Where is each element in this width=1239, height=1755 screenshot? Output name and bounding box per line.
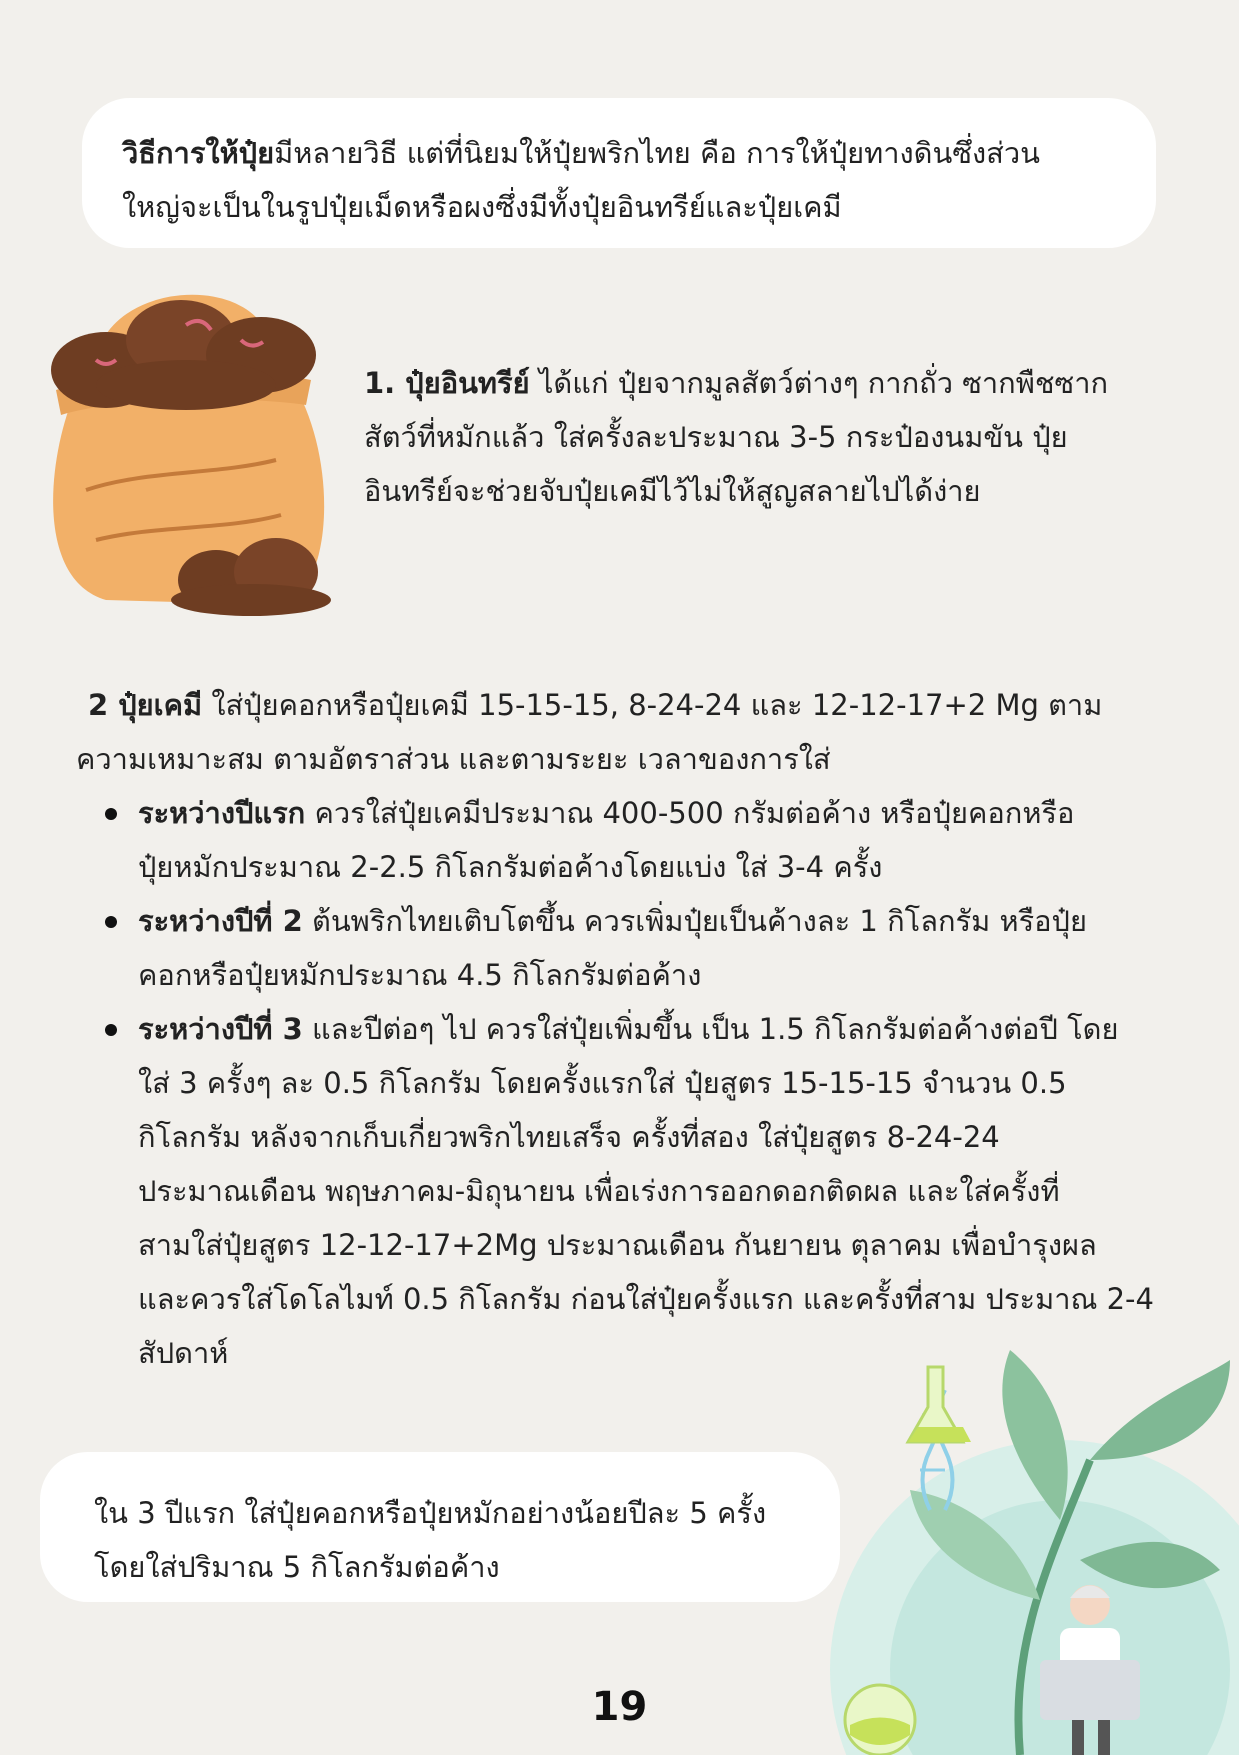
intro-line-1: วิธีการให้ปุ๋ยมีหลายวิธี แต่ที่นิยมให้ปุ๋ยพริกไทย คือ การให้ปุ๋ยทางดินซึ่งส่วน bbox=[122, 136, 1040, 170]
chemical-bullet-list bbox=[76, 786, 1162, 1380]
intro-line-2: ใหญ่จะเป็นในรูปปุ๋ยเม็ดหรือผงซึ่งมีทั้งปุ๋ยอินทรีย์และปุ๋ยเคมี bbox=[122, 190, 842, 224]
chemical-line-2: ความเหมาะสม ตามอัตราส่วน และตามระยะ เวลาของการใส่ bbox=[76, 742, 831, 776]
note-line-1: ใน 3 ปีแรก ใส่ปุ๋ยคอกหรือปุ๋ยหมักอย่างน้อยปีละ 5 ครั้ง bbox=[94, 1496, 767, 1530]
bullet-year-2: ระหว่างปีที่ 2 ต้นพริกไทยเติบโตขึ้น ควรเพิ่มปุ๋ยเป็นค้างละ 1 กิโลกรัม หรือปุ๋ย คอกหรือปุ๋ยหมักประมาณ 4.5 กิโลกรัมต่อค้าง bbox=[138, 894, 1162, 1002]
bullet-year-3: ระหว่างปีที่ 3 และปีต่อๆ ไป ควรใส่ปุ๋ยเพิ่มขึ้น เป็น 1.5 กิโลกรัมต่อค้างต่อปี โดย ใส่ 3 ครั้งๆ ละ 0.5 กิโลกรัม โดยครั้งแรกใส่ ปุ๋ยสูตร 15-15-15 จำนวน 0.5 กิโลกรัม หลังจากเก็บเกี่ยวพริกไทยเสร็จ ครั้งที่สอง ใส่ปุ๋ยสูตร 8-24-24 ประมาณเดือน พฤษภาคม-มิถุนายน เพื่อเร่งการออกดอกติดผล และใส่ครั้งที่ สามใส่ปุ๋ยสูตร 12-12-17+2Mg ประมาณเดือน กันยายน ตุลาคม เพื่อบำรุงผล และควรใส่โดโลไมท์ 0.5 กิโลกรัม ก่อนใส่ปุ๋ยครั้งแรก และครั้งที่สาม ประมาณ 2-4 สัปดาห์ bbox=[138, 1002, 1162, 1380]
organic-line-1: 1. ปุ๋ยอินทรีย์ ได้แก่ ปุ๋ยจากมูลสัตว์ต่างๆ กากถั่ว ซากพืชซาก bbox=[364, 366, 1109, 400]
organic-line-3: อินทรีย์จะช่วยจับปุ๋ยเคมีไว้ไม่ให้สูญสลายไปได้ง่าย bbox=[364, 474, 981, 508]
organic-title: 1. ปุ๋ยอินทรีย์ bbox=[364, 366, 530, 400]
intro-bold: วิธีการให้ปุ๋ย bbox=[122, 136, 275, 170]
organic-fertilizer-section bbox=[364, 356, 1178, 518]
intro-box bbox=[82, 98, 1156, 248]
fertilizer-sack-icon bbox=[36, 280, 356, 620]
bullet-year-1: ระหว่างปีแรก ควรใส่ปุ๋ยเคมีประมาณ 400-500 กรัมต่อค้าง หรือปุ๋ยคอกหรือ ปุ๋ยหมักประมาณ 2-2.5 กิโลกรัมต่อค้างโดยแบ่ง ใส่ 3-4 ครั้ง bbox=[138, 786, 1162, 894]
note-box bbox=[40, 1452, 840, 1602]
chemical-fertilizer-section bbox=[76, 678, 1162, 1380]
organic-line-2: สัตว์ที่หมักแล้ว ใส่ครั้งละประมาณ 3-5 กระป๋องนมขัน ปุ๋ย bbox=[364, 420, 1068, 454]
chemical-title: 2 ปุ๋ยเคมี bbox=[88, 688, 203, 722]
note-line-2: โดยใส่ปริมาณ 5 กิโลกรัมต่อค้าง bbox=[94, 1550, 500, 1584]
page-number: 19 bbox=[591, 1684, 648, 1730]
chemical-line-1: 2 ปุ๋ยเคมี ใส่ปุ๋ยคอกหรือปุ๋ยเคมี 15-15-15, 8-24-24 และ 12-12-17+2 Mg ตาม bbox=[88, 688, 1103, 722]
